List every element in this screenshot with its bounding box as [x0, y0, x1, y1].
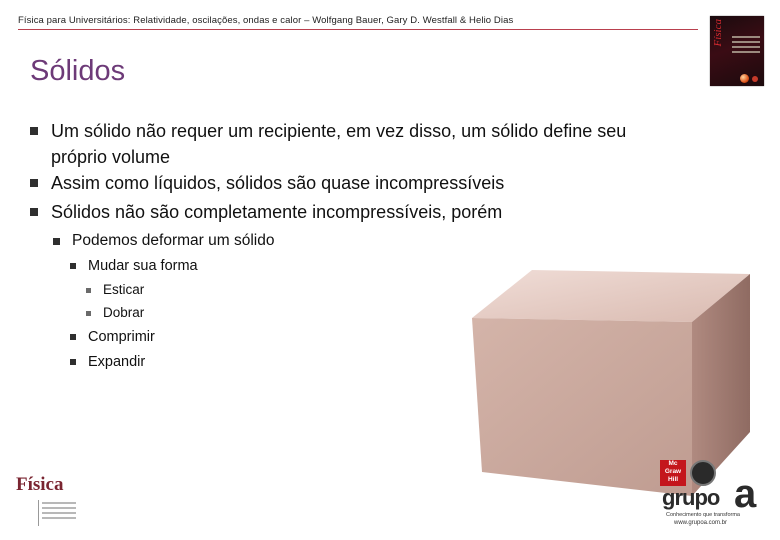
bullet-text: Dobrar [103, 305, 145, 320]
sub-bullet-item [53, 230, 274, 252]
cover-title: Física [712, 19, 724, 47]
book-cover-thumbnail [710, 16, 764, 86]
bullet-marker [30, 179, 38, 187]
sub-bullet-item [70, 327, 155, 347]
bullet-text: Um sólido não requer um recipiente, em vez disso, um sólido define seu [51, 121, 627, 141]
slide-title: Sólidos [30, 55, 126, 87]
bullet-item [30, 199, 502, 225]
publisher-seal-icon [690, 460, 716, 486]
publisher-tagline: Conhecimento que transforma [666, 512, 740, 518]
bullet-text: Podemos deformar um sólido [72, 232, 275, 249]
cover-text-lines [732, 36, 760, 56]
bullet-item [30, 170, 504, 196]
sub-bullet-item [86, 304, 144, 322]
sub-bullet-item [70, 256, 198, 276]
bullet-marker [86, 288, 91, 293]
sub-bullet-item [86, 281, 144, 299]
book-header: Física para Universitários: Relatividade, oscilações, ondas e calor – Wolfgang Bauer, Gary D. Westfall & Helio Dias [18, 15, 514, 26]
publisher-name: grupo [662, 485, 720, 510]
footer-logo-lines [42, 502, 76, 522]
box-front-face [472, 318, 692, 496]
book-footer-logo [16, 474, 86, 530]
bullet-item [30, 118, 710, 170]
bullet-text: Sólidos não são completamente incompressíveis, porém [51, 202, 503, 222]
publisher-letter: a [734, 472, 757, 516]
bullet-text: Comprimir [88, 329, 155, 345]
footer-book-title: Física [16, 474, 64, 495]
bullet-marker [70, 359, 76, 365]
bullet-marker [86, 311, 91, 316]
sub-bullet-item [70, 352, 145, 372]
bullet-text: Expandir [88, 354, 146, 370]
bullet-marker [70, 334, 76, 340]
cover-orb-graphic-small [752, 76, 758, 82]
bullet-marker [53, 238, 60, 245]
bullet-text: Mudar sua forma [88, 258, 198, 274]
bullet-text: Assim como líquidos, sólidos são quase incompressíveis [51, 173, 505, 193]
footer-logo-divider [38, 500, 39, 526]
bullet-text: Esticar [103, 282, 145, 297]
mcgraw-hill-logo: Mc Graw Hill [660, 460, 686, 486]
cover-orb-graphic [740, 74, 749, 83]
header-divider [18, 29, 698, 30]
bullet-marker [30, 208, 38, 216]
publisher-url: www.grupoa.com.br [674, 520, 728, 526]
bullet-marker [70, 263, 76, 269]
bullet-marker [30, 127, 38, 135]
bullet-text-continued: próprio volume [51, 147, 171, 167]
publisher-logo [660, 460, 770, 530]
